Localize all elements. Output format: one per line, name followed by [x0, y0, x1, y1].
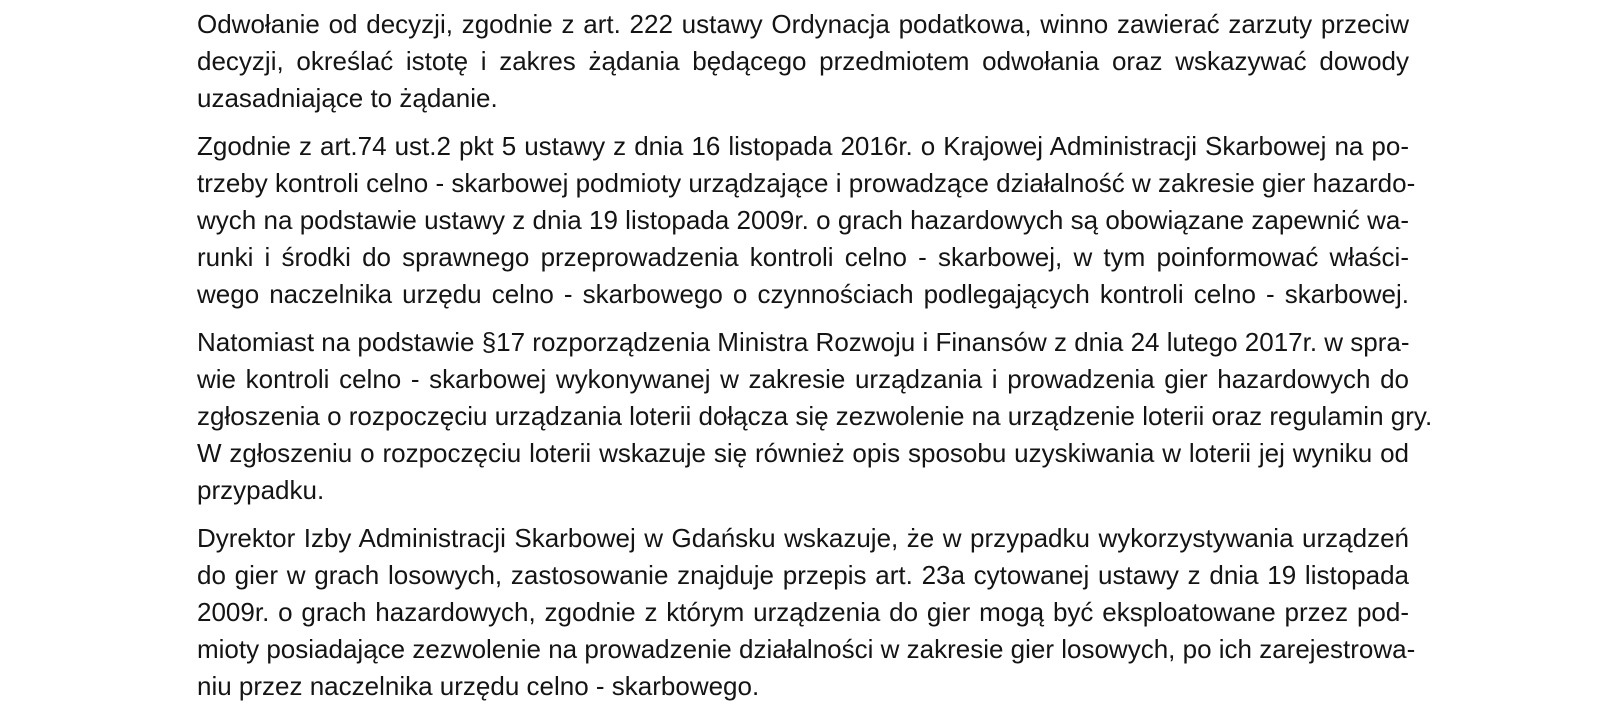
paragraph-4-line-1: Dyrektor Izby Administracji Skarbowej w Gdańsku wskazuje, że w przypadku wykorzystywania urządzeń [197, 523, 1409, 553]
paragraph-2-line-4: runki i środki do sprawnego przeprowadzenia kontroli celno - skarbowej, w tym poinformować właści- [197, 242, 1409, 272]
paragraph-1-line-2: decyzji, określać istotę i zakres żądania będącego przedmiotem odwołania oraz wskazywać dowody [197, 46, 1409, 76]
paragraph-4-line-5: niu przez naczelnika urzędu celno - skarbowego. [197, 671, 760, 701]
paragraph-3-line-1: Natomiast na podstawie §17 rozporządzenia Ministra Rozwoju i Finansów z dnia 24 lutego 2017r. w spra- [197, 327, 1410, 357]
paragraph-3-line-3: zgłoszenia o rozpoczęciu urządzania loterii dołącza się zezwolenie na urządzenie loterii oraz regulamin gry. [197, 401, 1433, 431]
paragraph-1-line-1: Odwołanie od decyzji, zgodnie z art. 222 ustawy Ordynacja podatkowa, winno zawierać zarzuty przeciw [197, 9, 1409, 39]
paragraph-3-line-2: wie kontroli celno - skarbowej wykonywanej w zakresie urządzania i prowadzenia gier hazardowych do [197, 364, 1409, 394]
paragraph-2-line-5: wego naczelnika urzędu celno - skarbowego o czynnościach podlegających kontroli celno - skarbowej. [197, 279, 1409, 309]
paragraph-2-line-2: trzeby kontroli celno - skarbowej podmioty urządzające i prowadzące działalność w zakresie gier hazardo- [197, 168, 1416, 198]
paragraph-2-line-1: Zgodnie z art.74 ust.2 pkt 5 ustawy z dnia 16 listopada 2016r. o Krajowej Administracji Skarbowej na po- [197, 131, 1409, 161]
paragraph-2-line-3: wych na podstawie ustawy z dnia 19 listopada 2009r. o grach hazardowych są obowiązane zapewnić wa- [197, 205, 1409, 235]
paragraph-4-line-2: do gier w grach losowych, zastosowanie znajduje przepis art. 23a cytowanej ustawy z dnia 19 listopada [197, 560, 1409, 590]
paragraph-4-line-3: 2009r. o grach hazardowych, zgodnie z którym urządzenia do gier mogą być eksploatowane przez pod- [197, 597, 1409, 627]
paragraph-3-line-5: przypadku. [197, 475, 325, 505]
paragraph-1-line-3: uzasadniające to żądanie. [197, 83, 498, 113]
paragraph-4-line-4: mioty posiadające zezwolenie na prowadzenie działalności w zakresie gier losowych, po ich zarejestrowa- [197, 634, 1416, 664]
paragraph-3-line-4: W zgłoszeniu o rozpoczęciu loterii wskazuje się również opis sposobu uzyskiwania w loterii jej wyniku od [197, 438, 1409, 468]
